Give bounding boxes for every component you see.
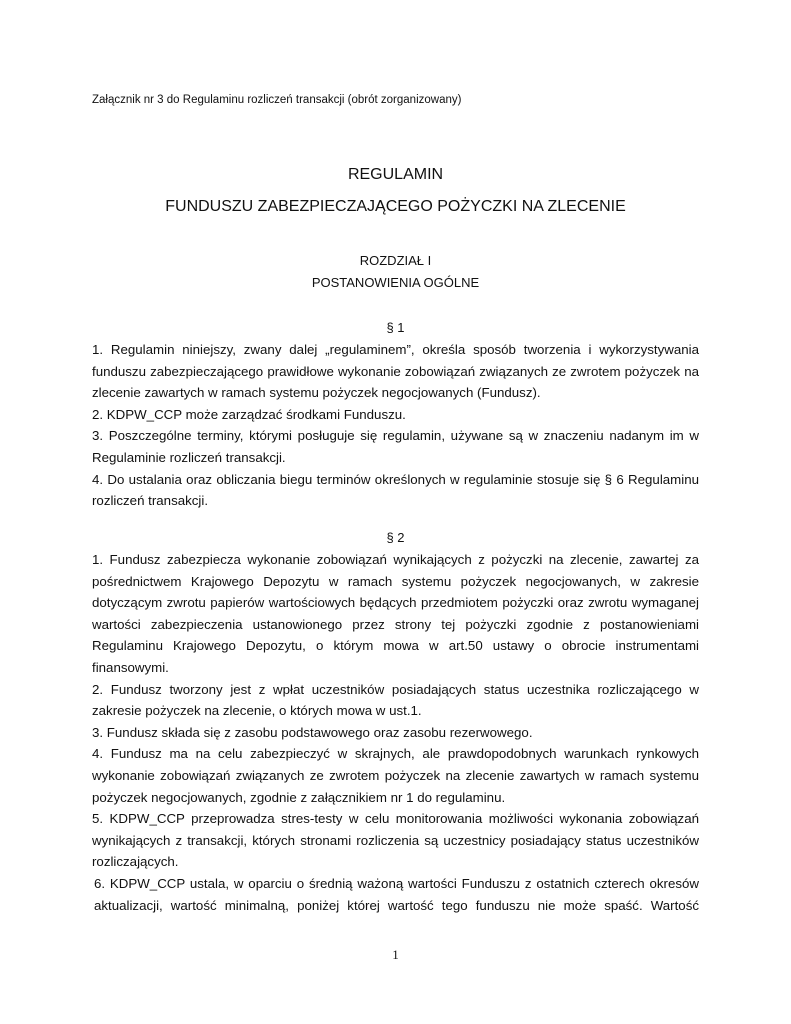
chapter-number: ROZDZIAŁ I (359, 253, 432, 268)
paragraph: 4. Fundusz ma na celu zabezpieczyć w skrajnych, ale prawdopodobnych warunkach rynkowych wykonanie zobowiązań związanych ze zwrotem pożyczek na zlecenie zawartych w ramach systemu pożyczek negocjowanych, zgodnie z załącznikiem nr 1 do regulaminu. (92, 746, 699, 805)
paragraph: 3. Poszczególne terminy, którymi posługuje się regulamin, używane są w znaczeniu nadanym im w Regulaminie rozliczeń transakcji. (92, 428, 699, 465)
annex-header: Załącznik nr 3 do Regulaminu rozliczeń transakcji (obrót zorganizowany) (92, 94, 462, 106)
section-mark-1: § 1 (386, 320, 405, 335)
paragraph: 3. Fundusz składa się z zasobu podstawowego oraz zasobu rezerwowego. (92, 724, 533, 740)
paragraph: 2. Fundusz tworzony jest z wpłat uczestników posiadających status uczestnika rozliczającego w zakresie pożyczek na zlecenie, o których mowa w ust.1. (92, 681, 699, 719)
section-1-body (92, 339, 699, 512)
paragraph: 4. Do ustalania oraz obliczania biegu terminów określonych w regulaminie stosuje się § 6 Regulaminu rozliczeń transakcji. (92, 471, 699, 509)
document-subtitle: FUNDUSZU ZABEZPIECZAJĄCEGO POŻYCZKI NA ZLECENIE (165, 198, 626, 215)
paragraph: 1. Regulamin niniejszy, zwany dalej „regulaminem”, określa sposób tworzenia i wykorzystywania funduszu zabezpieczającego prawidłowe wykonanie zobowiązań związanych ze zwrotem pożyczek na zlecenie zawartych w ramach systemu pożyczek negocjowanych (Fundusz). (92, 342, 699, 401)
paragraph: 1. Fundusz zabezpiecza wykonanie zobowiązań wynikających z pożyczki na zlecenie, zawartej za pośrednictwem Krajowego Depozytu w ramach systemu pożyczek negocjowanych, w zakresie dotyczącym zwrotu papierów wartościowych będących przedmiotem pożyczki oraz zwrotu wymaganej wartości zabezpieczenia ustanowionego przez strony tej pożyczki zgodnie z postanowieniami Regulaminu Krajowego Depozytu, o którym mowa w art.50 ustawy o obrocie instrumentami finansowymi. (92, 552, 699, 675)
document-title: REGULAMIN (347, 166, 444, 183)
section-mark-2: § 2 (386, 530, 405, 545)
paragraph: 6. KDPW_CCP ustala, w oparciu o średnią ważoną wartości Funduszu z ostatnich czterech okresów aktualizacji, wartość minimalną, poniżej której wartość tego funduszu nie może spaść. Wartość (94, 875, 699, 913)
section-2-body (92, 549, 699, 916)
paragraph: 5. KDPW_CCP przeprowadza stres-testy w celu monitorowania możliwości wykonania zobowiązań wynikających z transakcji, których stronami rozliczenia są uczestnicy posiadający status uczestników rozliczających. (92, 811, 699, 870)
page-number: 1 (392, 947, 399, 962)
chapter-name: POSTANOWIENIA OGÓLNE (311, 275, 480, 290)
paragraph: 2. KDPW_CCP może zarządzać środkami Funduszu. (92, 406, 406, 422)
